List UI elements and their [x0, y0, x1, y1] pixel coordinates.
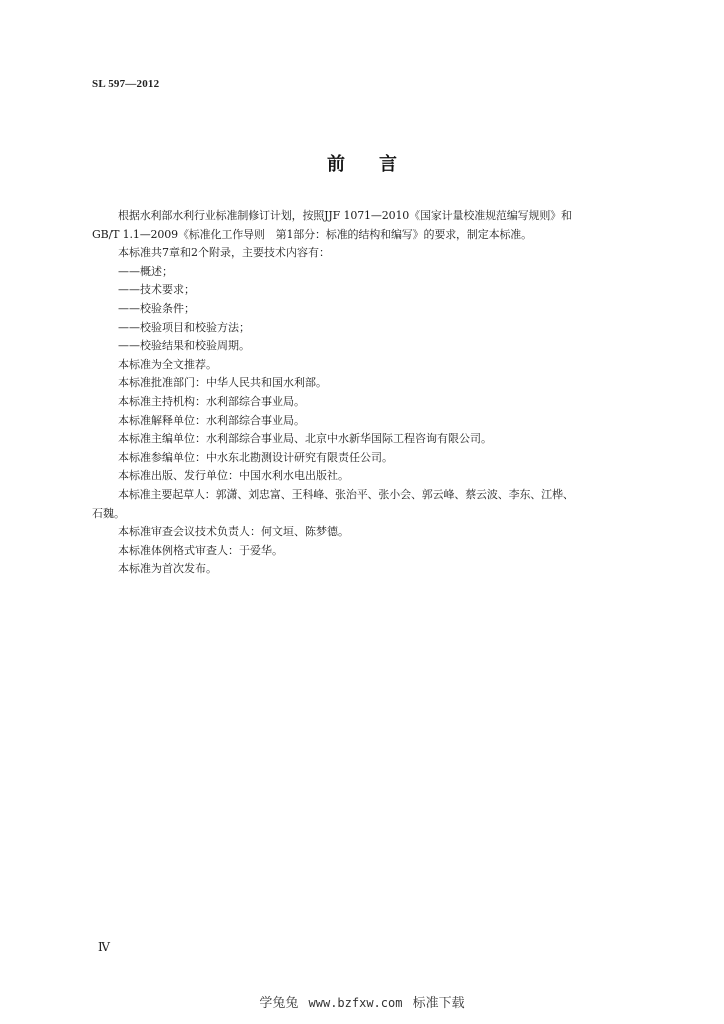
watermark-site-name: 学兔兔: [259, 996, 299, 1011]
document-code: SL 597—2012: [92, 78, 160, 90]
paragraph-line: 本标准为全文推荐。: [118, 357, 217, 371]
paragraph-line: 本标准批准部门：中华人民共和国水利部。: [118, 376, 327, 390]
paragraph-line: 本标准审查会议技术负责人：何文垣、陈梦德。: [118, 525, 349, 539]
watermark-tagline: 标准下载: [412, 996, 465, 1011]
page-number: Ⅳ: [98, 940, 110, 954]
paragraph-line: 本标准体例格式审查人：于爱华。: [118, 543, 283, 557]
paragraph-line: 本标准出版、发行单位：中国水利水电出版社。: [118, 469, 349, 483]
list-item: ——技术要求；: [118, 283, 195, 297]
list-item: ——校验项目和校验方法；: [118, 320, 250, 334]
page-title: 前言: [327, 154, 431, 175]
paragraph-line: 本标准主编单位：水利部综合事业局、北京中水新华国际工程咨询有限公司。: [118, 432, 492, 446]
list-item: ——校验结果和校验周期。: [118, 339, 250, 353]
paragraph-line: 本标准为首次发布。: [118, 562, 217, 576]
paragraph-line: GB/T 1.1—2009《标准化工作导则 第1部分：标准的结构和编写》的要求，制定本标准。: [92, 227, 532, 241]
foreword-body: [92, 207, 664, 579]
paragraph-line: 根据水利部水利行业标准制修订计划，按照JJF 1071—2010《国家计量校准规范编写规则》和: [118, 209, 572, 222]
paragraph-line: 本标准主持机构：水利部综合事业局。: [118, 394, 305, 408]
watermark-url: www.bzfxw.com: [308, 996, 403, 1010]
list-item: ——概述；: [118, 264, 173, 278]
watermark: [0, 992, 724, 1011]
paragraph-line: 本标准参编单位：中水东北勘测设计研究有限责任公司。: [118, 450, 393, 464]
paragraph-line: 本标准共7章和2个附录，主要技术内容有：: [118, 246, 330, 260]
list-item: ——校验条件；: [118, 301, 195, 315]
paragraph-line: 石魏。: [92, 506, 125, 520]
paragraph-line: 本标准解释单位：水利部综合事业局。: [118, 413, 305, 427]
paragraph-line: 本标准主要起草人：郭潇、刘忠富、王科峰、张治平、张小会、郭云峰、蔡云波、李东、江桦、: [118, 487, 574, 501]
